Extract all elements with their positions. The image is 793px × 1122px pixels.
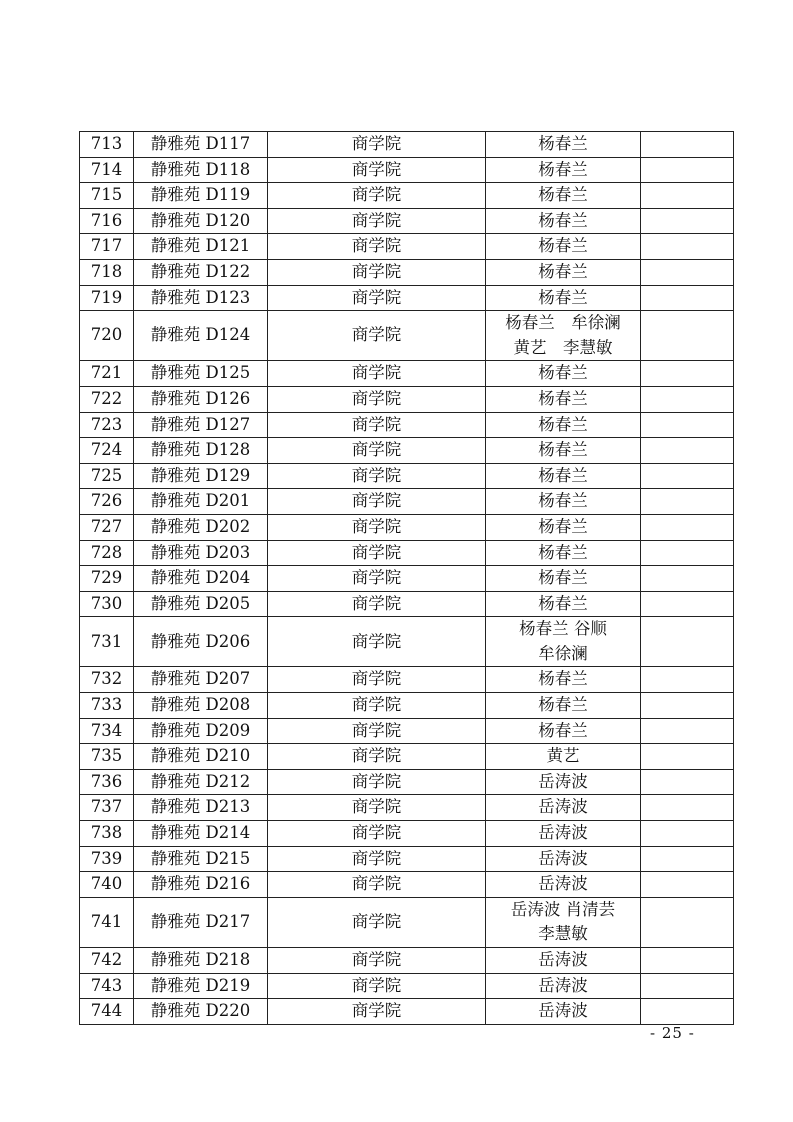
row-number: 728 <box>80 540 134 566</box>
staff-name-line: 杨春兰 <box>538 695 588 715</box>
room-cell: 静雅苑 D214 <box>134 821 268 847</box>
college-cell: 商学院 <box>268 948 486 974</box>
table-row <box>80 667 734 693</box>
staff-cell <box>486 769 641 795</box>
staff-name-line: 杨春兰 牟徐澜 <box>505 313 621 333</box>
staff-cell <box>486 897 641 947</box>
college-cell: 商学院 <box>268 259 486 285</box>
staff-name-line: 杨春兰 <box>538 185 588 205</box>
college-cell: 商学院 <box>268 132 486 158</box>
room-cell: 静雅苑 D205 <box>134 591 268 617</box>
page-number: - 25 - <box>650 1024 695 1042</box>
college-cell: 商学院 <box>268 361 486 387</box>
room-cell: 静雅苑 D219 <box>134 973 268 999</box>
note-cell <box>641 361 734 387</box>
dormitory-table <box>79 131 734 1025</box>
note-cell <box>641 718 734 744</box>
staff-name-line: 杨春兰 <box>538 593 588 613</box>
row-number: 731 <box>80 617 134 667</box>
college-cell: 商学院 <box>268 821 486 847</box>
note-cell <box>641 948 734 974</box>
row-number: 724 <box>80 438 134 464</box>
staff-cell <box>486 795 641 821</box>
table-row <box>80 718 734 744</box>
staff-name-line: 岳涛波 <box>538 797 588 817</box>
staff-name-line: 杨春兰 <box>538 388 588 408</box>
note-cell <box>641 795 734 821</box>
room-cell: 静雅苑 D217 <box>134 897 268 947</box>
staff-name-line: 杨春兰 <box>538 542 588 562</box>
staff-name-line: 杨春兰 <box>538 516 588 536</box>
row-number: 717 <box>80 234 134 260</box>
room-cell: 静雅苑 D128 <box>134 438 268 464</box>
table-row <box>80 157 734 183</box>
note-cell <box>641 386 734 412</box>
staff-name-line: 杨春兰 <box>538 465 588 485</box>
row-number: 735 <box>80 744 134 770</box>
college-cell: 商学院 <box>268 693 486 719</box>
staff-cell <box>486 311 641 361</box>
staff-cell <box>486 667 641 693</box>
staff-cell <box>486 948 641 974</box>
staff-name-line: 牟徐澜 <box>538 643 588 663</box>
note-cell <box>641 693 734 719</box>
staff-name-line: 岳涛波 肖清芸 <box>510 899 616 919</box>
note-cell <box>641 591 734 617</box>
staff-cell <box>486 693 641 719</box>
room-cell: 静雅苑 D216 <box>134 872 268 898</box>
table-row <box>80 591 734 617</box>
staff-name-line: 杨春兰 <box>538 236 588 256</box>
note-cell <box>641 821 734 847</box>
note-cell <box>641 132 734 158</box>
staff-name-line: 杨春兰 <box>538 491 588 511</box>
table-row <box>80 259 734 285</box>
college-cell: 商学院 <box>268 973 486 999</box>
table-row <box>80 412 734 438</box>
room-cell: 静雅苑 D201 <box>134 489 268 515</box>
table-row <box>80 744 734 770</box>
note-cell <box>641 897 734 947</box>
staff-cell <box>486 846 641 872</box>
college-cell: 商学院 <box>268 769 486 795</box>
staff-cell <box>486 463 641 489</box>
college-cell: 商学院 <box>268 412 486 438</box>
staff-name-line: 岳涛波 <box>538 848 588 868</box>
staff-name-line: 杨春兰 <box>538 134 588 153</box>
college-cell: 商学院 <box>268 208 486 234</box>
row-number: 736 <box>80 769 134 795</box>
note-cell <box>641 667 734 693</box>
staff-name-line: 岳涛波 <box>538 950 588 969</box>
table-row <box>80 438 734 464</box>
staff-name-line: 杨春兰 <box>538 287 588 307</box>
row-number: 733 <box>80 693 134 719</box>
note-cell <box>641 617 734 667</box>
staff-cell <box>486 132 641 158</box>
table-row <box>80 948 734 974</box>
staff-name-line: 杨春兰 <box>538 159 588 179</box>
room-cell: 静雅苑 D125 <box>134 361 268 387</box>
staff-cell <box>486 489 641 515</box>
staff-cell <box>486 386 641 412</box>
table-row <box>80 514 734 540</box>
row-number: 740 <box>80 872 134 898</box>
note-cell <box>641 489 734 515</box>
college-cell: 商学院 <box>268 846 486 872</box>
row-number: 739 <box>80 846 134 872</box>
room-cell: 静雅苑 D213 <box>134 795 268 821</box>
row-number: 734 <box>80 718 134 744</box>
room-cell: 静雅苑 D208 <box>134 693 268 719</box>
room-cell: 静雅苑 D126 <box>134 386 268 412</box>
college-cell: 商学院 <box>268 566 486 592</box>
staff-name-line: 黄艺 <box>546 746 580 766</box>
row-number: 720 <box>80 311 134 361</box>
room-cell: 静雅苑 D124 <box>134 311 268 361</box>
college-cell: 商学院 <box>268 795 486 821</box>
note-cell <box>641 412 734 438</box>
row-number: 729 <box>80 566 134 592</box>
staff-name-line: 岳涛波 <box>538 771 588 791</box>
room-cell: 静雅苑 D220 <box>134 999 268 1025</box>
table-row <box>80 693 734 719</box>
row-number: 713 <box>80 132 134 158</box>
staff-cell <box>486 973 641 999</box>
row-number: 723 <box>80 412 134 438</box>
staff-cell <box>486 285 641 311</box>
college-cell: 商学院 <box>268 872 486 898</box>
table-row <box>80 795 734 821</box>
note-cell <box>641 769 734 795</box>
table-row <box>80 769 734 795</box>
staff-cell <box>486 361 641 387</box>
note-cell <box>641 846 734 872</box>
college-cell: 商学院 <box>268 540 486 566</box>
room-cell: 静雅苑 D203 <box>134 540 268 566</box>
room-cell: 静雅苑 D206 <box>134 617 268 667</box>
note-cell <box>641 973 734 999</box>
table-row <box>80 846 734 872</box>
table-row <box>80 872 734 898</box>
staff-name-line: 杨春兰 <box>538 440 588 460</box>
room-cell: 静雅苑 D118 <box>134 157 268 183</box>
staff-name-line: 杨春兰 <box>538 414 588 434</box>
staff-name-line: 岳涛波 <box>538 975 588 995</box>
table-row <box>80 463 734 489</box>
note-cell <box>641 872 734 898</box>
row-number: 743 <box>80 973 134 999</box>
table-row <box>80 285 734 311</box>
room-cell: 静雅苑 D204 <box>134 566 268 592</box>
table-row <box>80 489 734 515</box>
staff-name-line: 杨春兰 <box>538 568 588 588</box>
table-row <box>80 311 734 361</box>
table-row <box>80 183 734 209</box>
room-cell: 静雅苑 D120 <box>134 208 268 234</box>
table-row <box>80 361 734 387</box>
row-number: 730 <box>80 591 134 617</box>
staff-cell <box>486 438 641 464</box>
room-cell: 静雅苑 D209 <box>134 718 268 744</box>
college-cell: 商学院 <box>268 386 486 412</box>
college-cell: 商学院 <box>268 591 486 617</box>
college-cell: 商学院 <box>268 157 486 183</box>
row-number: 726 <box>80 489 134 515</box>
row-number: 719 <box>80 285 134 311</box>
staff-cell <box>486 744 641 770</box>
table-row <box>80 566 734 592</box>
table-row <box>80 821 734 847</box>
room-cell: 静雅苑 D119 <box>134 183 268 209</box>
staff-cell <box>486 821 641 847</box>
note-cell <box>641 566 734 592</box>
college-cell: 商学院 <box>268 897 486 947</box>
room-cell: 静雅苑 D218 <box>134 948 268 974</box>
staff-name-line: 李慧敏 <box>538 924 588 944</box>
room-cell: 静雅苑 D122 <box>134 259 268 285</box>
staff-cell <box>486 718 641 744</box>
staff-cell <box>486 514 641 540</box>
staff-name-line: 岳涛波 <box>538 823 588 843</box>
note-cell <box>641 540 734 566</box>
staff-cell <box>486 208 641 234</box>
row-number: 741 <box>80 897 134 947</box>
row-number: 716 <box>80 208 134 234</box>
room-cell: 静雅苑 D210 <box>134 744 268 770</box>
staff-name-line: 杨春兰 <box>538 363 588 383</box>
college-cell: 商学院 <box>268 744 486 770</box>
room-cell: 静雅苑 D215 <box>134 846 268 872</box>
college-cell: 商学院 <box>268 667 486 693</box>
room-cell: 静雅苑 D202 <box>134 514 268 540</box>
staff-name-line: 岳涛波 <box>538 874 588 894</box>
table-row <box>80 540 734 566</box>
staff-cell <box>486 591 641 617</box>
note-cell <box>641 999 734 1025</box>
row-number: 737 <box>80 795 134 821</box>
note-cell <box>641 438 734 464</box>
note-cell <box>641 463 734 489</box>
table-body <box>80 132 734 1025</box>
staff-name-line: 黄艺 李慧敏 <box>513 337 613 357</box>
note-cell <box>641 285 734 311</box>
staff-name-line: 杨春兰 <box>538 261 588 281</box>
staff-name-line: 杨春兰 <box>538 720 588 740</box>
row-number: 721 <box>80 361 134 387</box>
college-cell: 商学院 <box>268 489 486 515</box>
row-number: 718 <box>80 259 134 285</box>
row-number: 714 <box>80 157 134 183</box>
note-cell <box>641 514 734 540</box>
room-cell: 静雅苑 D121 <box>134 234 268 260</box>
staff-cell <box>486 234 641 260</box>
college-cell: 商学院 <box>268 311 486 361</box>
row-number: 722 <box>80 386 134 412</box>
table-row <box>80 973 734 999</box>
room-cell: 静雅苑 D212 <box>134 769 268 795</box>
college-cell: 商学院 <box>268 463 486 489</box>
college-cell: 商学院 <box>268 285 486 311</box>
room-cell: 静雅苑 D123 <box>134 285 268 311</box>
college-cell: 商学院 <box>268 183 486 209</box>
table-row <box>80 617 734 667</box>
row-number: 727 <box>80 514 134 540</box>
staff-cell <box>486 183 641 209</box>
staff-name-line: 杨春兰 谷顺 <box>519 619 607 639</box>
table-row <box>80 386 734 412</box>
staff-name-line: 岳涛波 <box>538 1001 588 1021</box>
table-row <box>80 999 734 1025</box>
note-cell <box>641 208 734 234</box>
row-number: 744 <box>80 999 134 1025</box>
table-row <box>80 132 734 158</box>
staff-name-line: 杨春兰 <box>538 669 588 689</box>
room-cell: 静雅苑 D127 <box>134 412 268 438</box>
college-cell: 商学院 <box>268 999 486 1025</box>
staff-cell <box>486 259 641 285</box>
row-number: 725 <box>80 463 134 489</box>
college-cell: 商学院 <box>268 438 486 464</box>
staff-cell <box>486 617 641 667</box>
staff-cell <box>486 872 641 898</box>
room-cell: 静雅苑 D117 <box>134 132 268 158</box>
note-cell <box>641 183 734 209</box>
row-number: 742 <box>80 948 134 974</box>
note-cell <box>641 157 734 183</box>
row-number: 738 <box>80 821 134 847</box>
room-cell: 静雅苑 D129 <box>134 463 268 489</box>
table-row <box>80 208 734 234</box>
staff-cell <box>486 412 641 438</box>
staff-cell <box>486 157 641 183</box>
college-cell: 商学院 <box>268 234 486 260</box>
note-cell <box>641 234 734 260</box>
note-cell <box>641 259 734 285</box>
staff-name-line: 杨春兰 <box>538 210 588 230</box>
row-number: 715 <box>80 183 134 209</box>
staff-cell <box>486 540 641 566</box>
college-cell: 商学院 <box>268 617 486 667</box>
college-cell: 商学院 <box>268 718 486 744</box>
note-cell <box>641 311 734 361</box>
table-row <box>80 234 734 260</box>
room-cell: 静雅苑 D207 <box>134 667 268 693</box>
row-number: 732 <box>80 667 134 693</box>
staff-cell <box>486 999 641 1025</box>
college-cell: 商学院 <box>268 514 486 540</box>
staff-cell <box>486 566 641 592</box>
note-cell <box>641 744 734 770</box>
table-row <box>80 897 734 947</box>
